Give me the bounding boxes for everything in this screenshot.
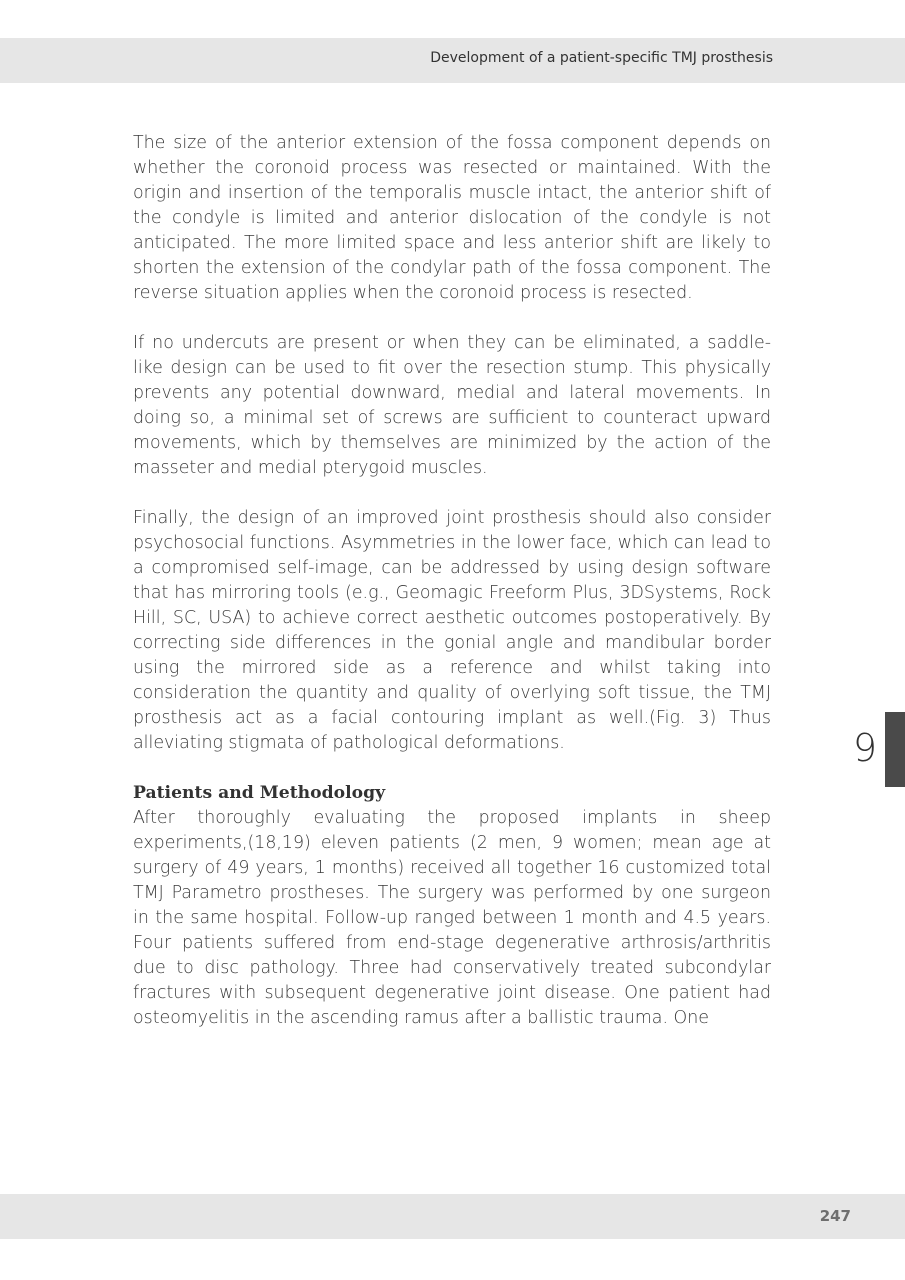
section-paragraph: After thoroughly evaluating the proposed implants in sheep experiments,(18,19) eleven patients (2 men, 9 women; mean age at surgery of 49 years, 1 months) received all together 16 customized total TMJ Parametro prostheses. The surgery was performed by one surgeon in the same hospital. Follow-up ranged between 1 month and 4.5 years. Four patients suffered from end-stage degenerative arthrosis/arthritis due to disc pathology. Three had conservatively treated subcondylar fractures with subsequent degenerative joint disease. One patient had osteomyelitis in the ascending ramus after a ballistic trauma. One [133,808,771,1028]
chapter-number: 9 [852,726,878,770]
body-paragraph-2: If no undercuts are present or when they can be eliminated, a saddle-like design can be used to fit over the resection stump. This physically prevents any potential downward, medial and lateral movements. In doing so, a minimal set of screws are sufficient to counteract upward movements, which by themselves are minimized by the action of the masseter and medial pterygoid muscles. [133,333,771,478]
page-footer [0,1194,905,1239]
chapter-tab-marker [885,712,905,787]
section-heading: Patients and Methodology [133,783,386,803]
body-paragraph-3: Finally, the design of an improved joint prosthesis should also consider psychosocial functions. Asymmetries in the lower face, which can lead to a compromised self-image, can be addressed by using design software that has mirroring tools (e.g., Geomagic Freeform Plus, 3DSystems, Rock Hill, SC, USA) to achieve correct aesthetic outcomes postoperatively. By correcting side differences in the gonial angle and mandibular border using the mirrored side as a reference and whilst taking into consideration the quantity and quality of overlying soft tissue, the TMJ prosthesis act as a facial contouring implant as well.(Fig. 3) Thus alleviating stigmata of pathological deformations. [133,508,771,753]
page-number: 247 [819,1207,851,1225]
main-text [133,131,771,1031]
body-paragraph-1: The size of the anterior extension of the fossa component depends on whether the coronoid process was resected or maintained. With the origin and insertion of the temporalis muscle intact, the anterior shift of the condyle is limited and anterior dislocation of the condyle is not anticipated. The more limited space and less anterior shift are likely to shorten the extension of the condylar path of the fossa component. The reverse situation applies when the coronoid process is resected. [133,133,771,303]
running-title: Development of a patient-specific TMJ prosthesis [430,50,773,66]
running-header [0,38,905,83]
